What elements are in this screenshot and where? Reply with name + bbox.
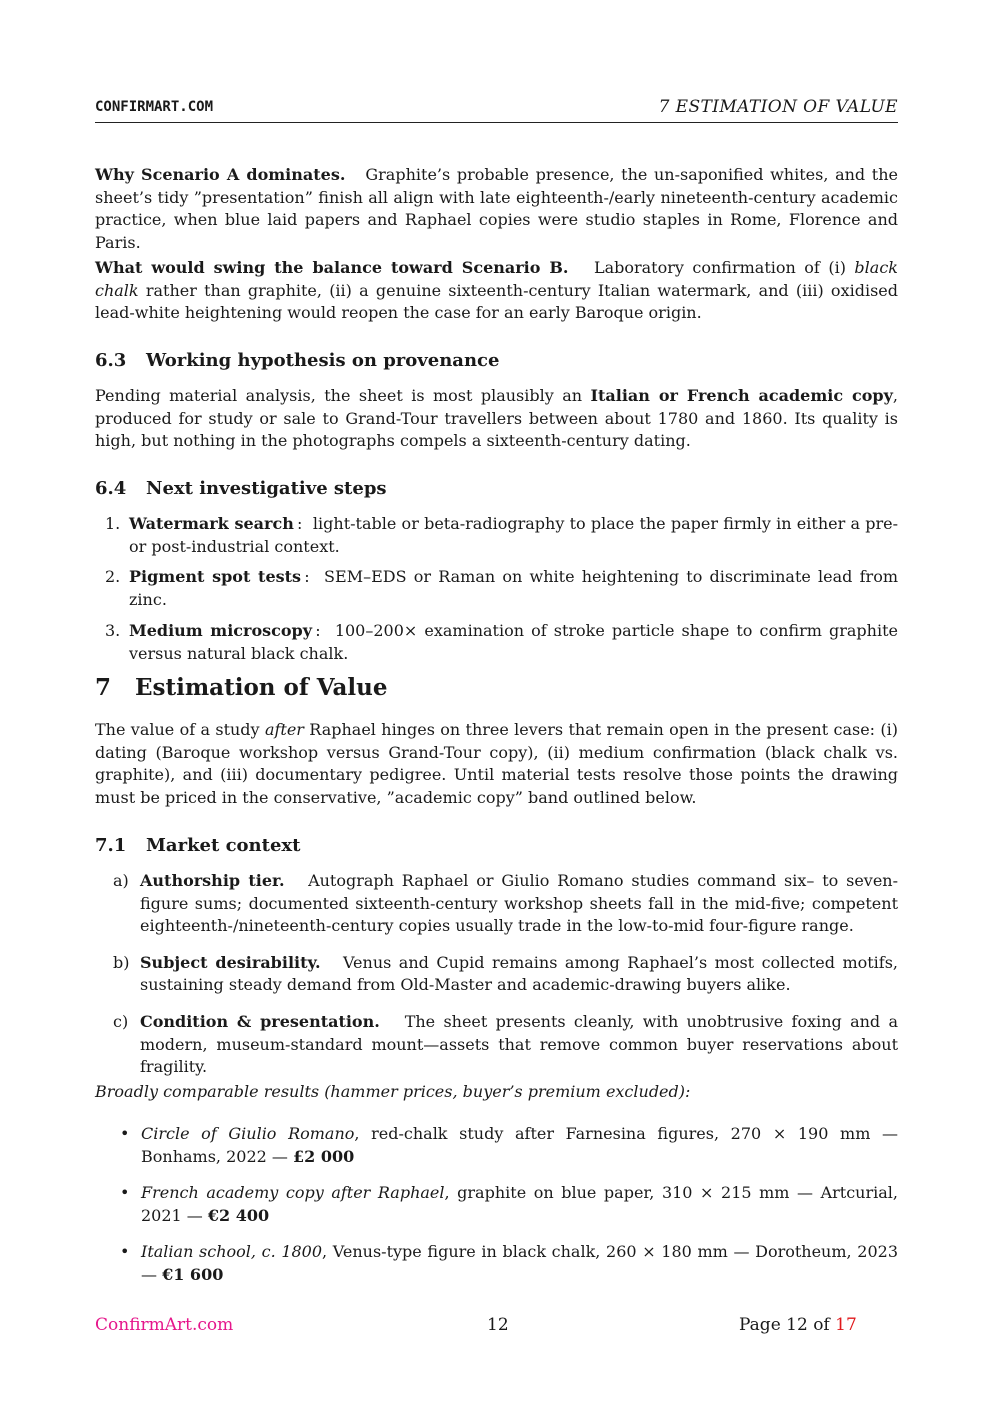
scenario-b-lead: What would swing the balance toward Scenario B. bbox=[95, 258, 569, 277]
comparable-title: French academy copy after Raphael bbox=[141, 1183, 445, 1203]
bullet-icon: • bbox=[120, 1124, 130, 1143]
context-text: The sheet presents cleanly, with unobtrusive foxing and a modern, museum-standard mount—assets that remove common buyer reservations about fragility. bbox=[140, 1011, 899, 1077]
list-marker: 2. bbox=[105, 567, 121, 587]
investigative-steps-list bbox=[95, 513, 898, 666]
comparable-detail: , graphite on blue paper, 310 × 215 mm — Artcurial, 2021 — bbox=[141, 1183, 898, 1225]
list-marker: 3. bbox=[105, 621, 121, 641]
chapter-title: Estimation of Value bbox=[135, 674, 388, 701]
value-text-2: Raphael hinges on three levers that remain open in the present case: (i) dating (Baroque workshop versus Grand-Tour copy), (ii) medium confirmation (black chalk vs. graphite), and (iii) documentary pedigree. Until material tests resolve those points the drawing must be priced in the conservative, ”academic copy” band outlined below. bbox=[95, 720, 899, 807]
list-marker: b) bbox=[113, 952, 130, 972]
scenario-a-text: Graphite’s probable presence, the un-saponified whites, and the sheet’s tidy ”presentation” finish all align with late eighteenth-/early nineteenth-century academic practice, when blue laid papers and Raphael copies were studio staples in Rome, Florence and Paris. bbox=[95, 165, 899, 252]
scenario-b-paragraph bbox=[95, 257, 898, 325]
section-number: 6.3 bbox=[95, 350, 127, 371]
list-item bbox=[95, 1241, 898, 1286]
scenario-b-italic: black chalk bbox=[95, 258, 898, 300]
context-text: Venus and Cupid remains among Raphael’s most collected motifs, sustaining steady demand from Old-Master and academic-drawing buyers alike. bbox=[140, 952, 899, 995]
list-item bbox=[95, 1011, 898, 1079]
comparable-detail: , red-chalk study after Farnesina figures, 270 × 190 mm — Bonhams, 2022 — bbox=[141, 1124, 899, 1166]
market-context-list bbox=[95, 870, 898, 1079]
section-6-3-paragraph bbox=[95, 385, 898, 453]
page-header bbox=[95, 98, 898, 123]
section-7-1-heading bbox=[95, 835, 300, 856]
provenance-text-1: Pending material analysis, the sheet is most plausibly an bbox=[95, 386, 583, 405]
comparables-intro: Broadly comparable results (hammer prices, buyer’s premium excluded): bbox=[95, 1082, 691, 1101]
context-text: Autograph Raphael or Giulio Romano studies command six– to seven-figure sums; documented sixteenth-century workshop sheets fall in the mid-five; competent eighteenth-/nineteenth-century copies usually trade in the low-to-mid four-figure range. bbox=[140, 871, 899, 936]
list-item: 1. Watermark search : light-table or beta-radiography to place the paper firmly in either a pre- or post-industrial context. bbox=[105, 514, 899, 556]
section-number: 6.4 bbox=[95, 478, 127, 499]
value-italic: after bbox=[264, 720, 304, 739]
value-text-1: The value of a study bbox=[95, 720, 260, 739]
chapter-7-paragraph bbox=[95, 719, 898, 809]
section-title: Market context bbox=[146, 835, 301, 856]
comparable-detail: , Venus-type figure in black chalk, 260 × 180 mm — Dorotheum, 2023 — bbox=[141, 1242, 898, 1284]
comparable-price: €1 600 bbox=[162, 1264, 224, 1284]
bullet-icon: • bbox=[120, 1183, 130, 1203]
scenario-a-lead: Why Scenario A dominates. bbox=[95, 165, 346, 184]
list-marker: 1. bbox=[105, 514, 121, 533]
provenance-text-2: , produced for study or sale to Grand-Tour travellers between about 1780 and 1860. Its quality is high, but nothing in the photographs compels a sixteenth-century dating. bbox=[95, 386, 899, 451]
list-item bbox=[95, 1182, 898, 1227]
context-term: Authorship tier. bbox=[140, 871, 285, 890]
page-prefix: Page 12 of bbox=[739, 1315, 830, 1335]
list-item bbox=[95, 1123, 898, 1168]
list-marker: c) bbox=[113, 1011, 129, 1031]
list-item bbox=[95, 870, 898, 938]
provenance-bold: Italian or French academic copy bbox=[590, 386, 893, 405]
section-title: Working hypothesis on provenance bbox=[146, 350, 500, 371]
section-6-3-heading bbox=[95, 350, 499, 371]
section-title: Next investigative steps bbox=[146, 478, 387, 499]
step-term: Watermark search bbox=[129, 514, 294, 533]
list-marker: a) bbox=[113, 871, 129, 890]
bullet-icon: • bbox=[120, 1242, 130, 1262]
step-term: Pigment spot tests bbox=[129, 567, 302, 587]
site-logo: CONFIRMART.COM bbox=[95, 99, 214, 115]
step-term: Medium microscopy bbox=[129, 621, 313, 641]
context-term: Subject desirability. bbox=[140, 952, 321, 972]
footer-page-count bbox=[739, 1315, 857, 1335]
step-text: 100–200× examination of stroke particle shape to confirm graphite versus natural black chalk. bbox=[129, 621, 898, 663]
chapter-number: 7 bbox=[95, 674, 112, 701]
comparables-list bbox=[95, 1123, 898, 1287]
scenario-a-paragraph bbox=[95, 164, 898, 254]
list-item bbox=[95, 952, 898, 997]
footer-site-link[interactable]: ConfirmArt.com bbox=[95, 1315, 234, 1335]
section-6-4-heading bbox=[95, 478, 387, 499]
step-text: light-table or beta-radiography to place the paper firmly in either a pre- or post-industrial context. bbox=[129, 514, 899, 556]
comparable-title: Circle of Giulio Romano bbox=[141, 1124, 355, 1143]
list-item: 2. Pigment spot tests : SEM–EDS or Raman on white heightening to discriminate lead from zinc. bbox=[105, 567, 899, 609]
page-total-link[interactable]: 17 bbox=[835, 1315, 857, 1335]
context-term: Condition & presentation. bbox=[140, 1011, 380, 1031]
chapter-7-heading bbox=[95, 674, 387, 701]
comparable-price: £2 000 bbox=[292, 1146, 355, 1166]
comparable-title: Italian school, c. 1800 bbox=[141, 1242, 323, 1262]
footer-page-number: 12 bbox=[487, 1315, 509, 1335]
comparable-price: €2 400 bbox=[207, 1205, 270, 1225]
scenario-b-text-1: Laboratory confirmation of (i) bbox=[593, 258, 846, 277]
section-number: 7.1 bbox=[95, 835, 127, 856]
list-item: 3. Medium microscopy : 100–200× examination of stroke particle shape to confirm graphite versus natural black chalk. bbox=[105, 621, 898, 663]
scenario-b-text-2: rather than graphite, (ii) a genuine sixteenth-century Italian watermark, and (iii) oxidised lead-white heightening would reopen the case for an early Baroque origin. bbox=[95, 280, 898, 323]
running-title: 7 ESTIMATION OF VALUE bbox=[658, 97, 898, 117]
step-text: SEM–EDS or Raman on white heightening to discriminate lead from zinc. bbox=[129, 567, 899, 609]
